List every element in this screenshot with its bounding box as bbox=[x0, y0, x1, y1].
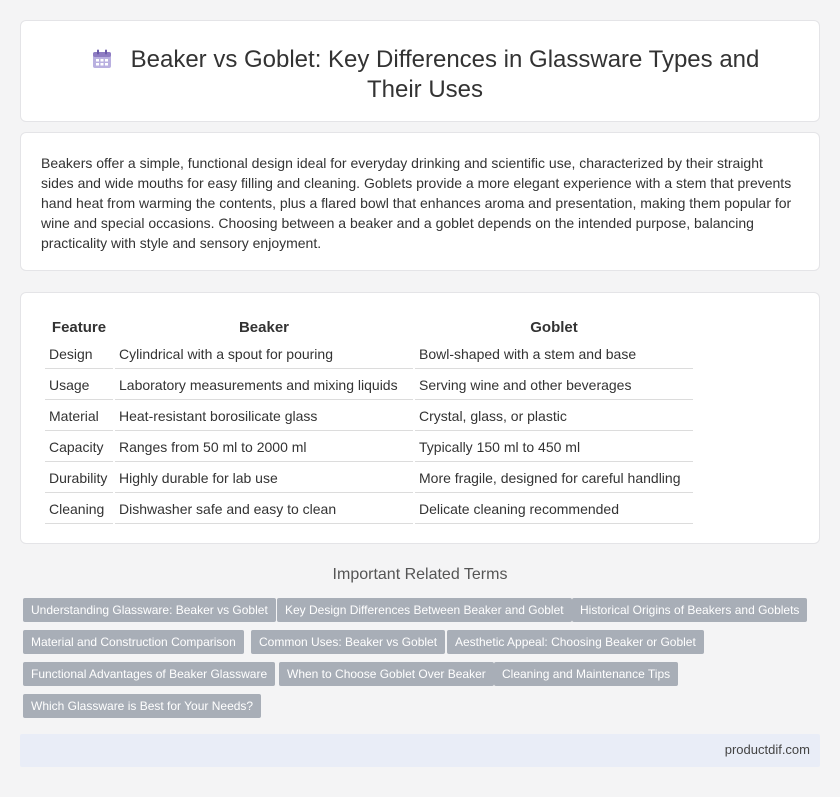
tag-link[interactable]: Understanding Glassware: Beaker vs Goblet bbox=[23, 598, 276, 622]
cell-goblet: Crystal, glass, or plastic bbox=[415, 402, 693, 431]
cell-feature: Design bbox=[45, 340, 113, 369]
table-header-row bbox=[45, 317, 693, 338]
table-row bbox=[45, 464, 693, 493]
tag-link[interactable]: Functional Advantages of Beaker Glassware bbox=[23, 662, 275, 686]
table-row bbox=[45, 433, 693, 462]
footer bbox=[20, 734, 820, 767]
comparison-card bbox=[20, 292, 820, 544]
cell-beaker: Heat-resistant borosilicate glass bbox=[115, 402, 413, 431]
intro-card bbox=[20, 132, 820, 271]
cell-goblet: Serving wine and other beverages bbox=[415, 371, 693, 400]
tag-link[interactable]: When to Choose Goblet Over Beaker bbox=[279, 662, 494, 686]
table-row bbox=[45, 402, 693, 431]
header-card bbox=[20, 20, 820, 122]
cell-feature: Cleaning bbox=[45, 495, 113, 524]
page-title bbox=[61, 45, 789, 105]
tag-link[interactable]: Cleaning and Maintenance Tips bbox=[494, 662, 678, 686]
comparison-table bbox=[43, 315, 695, 526]
table-row bbox=[45, 340, 693, 369]
header-goblet: Goblet bbox=[530, 319, 578, 336]
calendar-icon bbox=[91, 48, 113, 70]
tag-link[interactable]: Which Glassware is Best for Your Needs? bbox=[23, 694, 261, 718]
cell-beaker: Laboratory measurements and mixing liquids bbox=[115, 371, 413, 400]
table-row bbox=[45, 371, 693, 400]
page-title-text: Beaker vs Goblet: Key Differences in Glassware Types and Their Uses bbox=[130, 46, 760, 103]
header-feature: Feature bbox=[51, 319, 107, 336]
cell-beaker: Dishwasher safe and easy to clean bbox=[115, 495, 413, 524]
header-beaker: Beaker bbox=[238, 319, 290, 336]
cell-goblet: Delicate cleaning recommended bbox=[415, 495, 693, 524]
tag-link[interactable]: Material and Construction Comparison bbox=[23, 630, 244, 654]
cell-beaker: Ranges from 50 ml to 2000 ml bbox=[115, 433, 413, 462]
tag-link[interactable]: Key Design Differences Between Beaker and Goblet bbox=[277, 598, 572, 622]
tag-link[interactable]: Common Uses: Beaker vs Goblet bbox=[251, 630, 445, 654]
intro-paragraph: Beakers offer a simple, functional design ideal for everyday drinking and scientific use, characterized by their straight sides and wide mouths for easy filling and cleaning. Goblets provide a more elegant experience with a stem that prevents hand heat from warming the contents, plus a flared bowl that enhances aroma and presentation, making them popular for wine and special occasions. Choosing between a beaker and a goblet depends on the intended purpose, balancing practicality with style and sensory enjoyment. bbox=[41, 155, 792, 251]
cell-goblet: More fragile, designed for careful handling bbox=[415, 464, 693, 493]
tag-link[interactable]: Historical Origins of Beakers and Goblets bbox=[572, 598, 807, 622]
cell-beaker: Cylindrical with a spout for pouring bbox=[115, 340, 413, 369]
table-row bbox=[45, 495, 693, 524]
cell-feature: Durability bbox=[45, 464, 113, 493]
cell-feature: Capacity bbox=[45, 433, 113, 462]
cell-feature: Usage bbox=[45, 371, 113, 400]
cell-goblet: Typically 150 ml to 450 ml bbox=[415, 433, 693, 462]
cell-goblet: Bowl-shaped with a stem and base bbox=[415, 340, 693, 369]
footer-site[interactable]: productdif.com bbox=[724, 742, 810, 757]
cell-feature: Material bbox=[45, 402, 113, 431]
cell-beaker: Highly durable for lab use bbox=[115, 464, 413, 493]
related-terms-title: Important Related Terms bbox=[332, 566, 508, 583]
tag-link[interactable]: Aesthetic Appeal: Choosing Beaker or Goblet bbox=[447, 630, 704, 654]
